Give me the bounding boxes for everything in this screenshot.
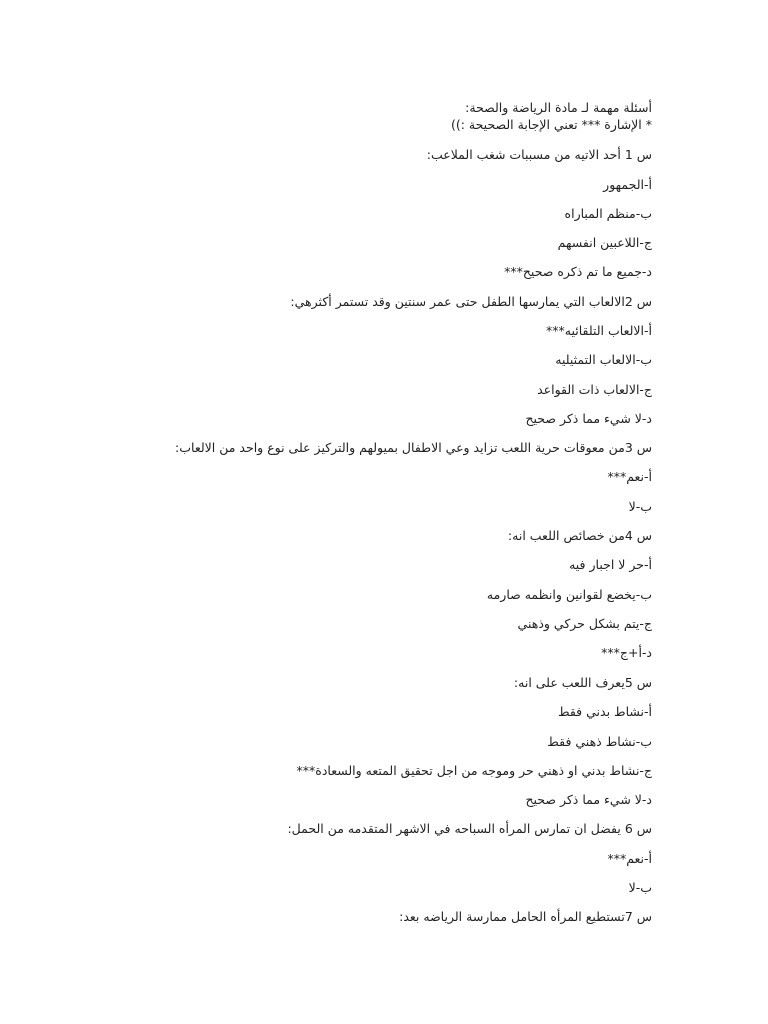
question-4-option-b: ب-يخضع لقوانين وانظمه صارمه [486,587,652,602]
question-5-option-a: أ-نشاط بدني فقط [557,704,652,719]
question-2-option-b: ب-الالعاب التمثيليه [555,352,652,367]
question-5: س 5يعرف اللعب على انه: [513,675,652,690]
question-4-option-c: ج-يتم بشكل حركي وذهني [517,616,652,631]
question-4-option-a: أ-حر لا اجبار فيه [569,557,652,572]
question-1-option-c: ج-اللاعبين انفسهم [557,235,652,250]
question-2: س 2الالعاب التي يمارسها الطفل حتى عمر سنتين وقد تستمر أكثرهي: [290,294,652,309]
question-1-option-b: ب-منظم المباراه [564,206,652,221]
question-1: س 1 أحد الاتيه من مسببات شغب الملاعب: [426,147,652,162]
question-1-option-a: أ-الجمهور [603,177,652,192]
question-2-option-c: ج-الالعاب ذات القواعد [537,382,652,397]
question-5-option-c: ج-نشاط بدني او ذهني حر وموجه من اجل تحقيق المتعه والسعادة*** [296,763,652,778]
question-1-option-d: د-جميع ما تم ذكره صحيح*** [504,264,652,279]
question-6: س 6 يفضل ان تمارس المرأه السباحه في الاشهر المتقدمه من الحمل: [287,821,652,836]
question-3-option-a: أ-نعم*** [607,469,652,484]
question-5-option-b: ب-نشاط ذهني فقط [547,734,652,749]
answer-legend-note: * الإشارة *** تعني الإجابة الصحيحة :)) [450,117,652,132]
question-4-option-d: د-أ+ج*** [601,645,652,660]
question-2-option-a: أ-الالعاب التلقائيه*** [546,323,652,338]
question-5-option-d: د-لا شيء مما ذكر صحيح [525,792,652,807]
question-6-option-a: أ-نعم*** [607,851,652,866]
question-2-option-d: د-لا شيء مما ذكر صحيح [525,411,652,426]
document-title: أسئلة مهمة لـ مادة الرياضة والصحة: [465,100,652,115]
question-4: س 4من خصائص اللعب انه: [507,528,652,543]
question-7: س 7تستطيع المرأه الحامل ممارسة الرياضه بعد: [399,909,652,924]
question-6-option-b: ب-لا [628,880,652,895]
question-3-option-b: ب-لا [628,499,652,514]
question-3: س 3من معوقات حرية اللعب تزايد وعي الاطفال بميولهم والتركيز على نوع واحد من الالعاب: [175,440,652,455]
